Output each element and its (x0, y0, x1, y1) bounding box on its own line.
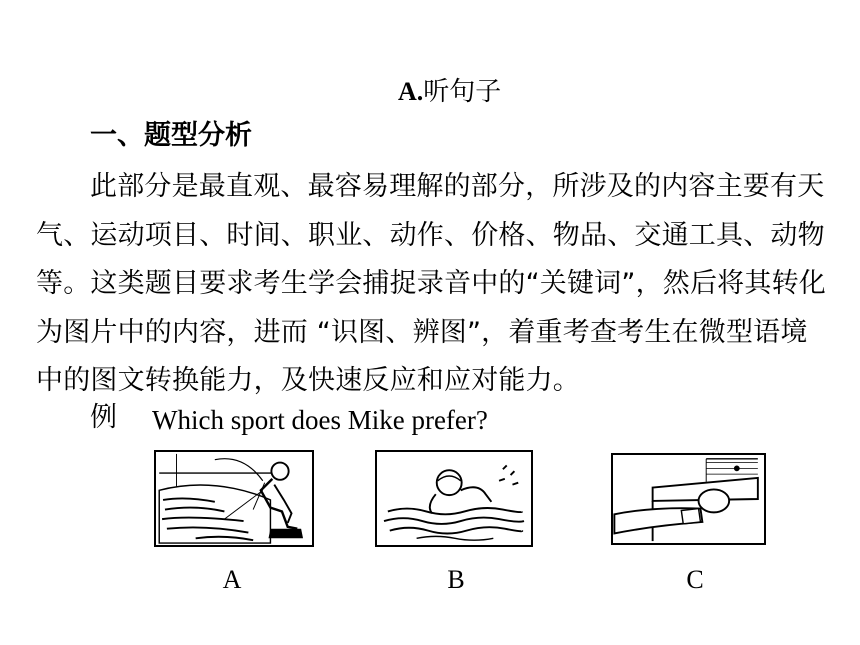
fishing-icon (156, 452, 312, 545)
section-heading: 一、题型分析 (90, 120, 252, 151)
swimming-picture (375, 450, 533, 547)
section-title-letter: A. (398, 77, 424, 106)
example-question: Which sport does Mike prefer? (152, 405, 488, 435)
swimming-icon (377, 452, 531, 545)
section-title (398, 72, 501, 112)
example-label: 例 (90, 402, 117, 433)
option-a-label: A (222, 565, 242, 594)
table-tennis-icon (613, 455, 764, 543)
section-title-text: 听句子 (423, 77, 502, 107)
fishing-picture (154, 450, 314, 547)
analysis-paragraph: 此部分是最直观、最容易理解的部分，所涉及的内容主要有天气、运动项目、时间、职业、动作、价格、物品、交通工具、动物等。这类题目要求考生学会捕捉录音中的“关键词”，然后将其转化为图片中的内容，进而 “识图、辨图”，着重考查考生在微型语境中的图文转换能力，及快速反应和应对能力。 (36, 171, 826, 396)
option-b-label: B (447, 565, 465, 594)
table-tennis-picture (611, 453, 766, 545)
option-c-label: C (686, 565, 704, 594)
